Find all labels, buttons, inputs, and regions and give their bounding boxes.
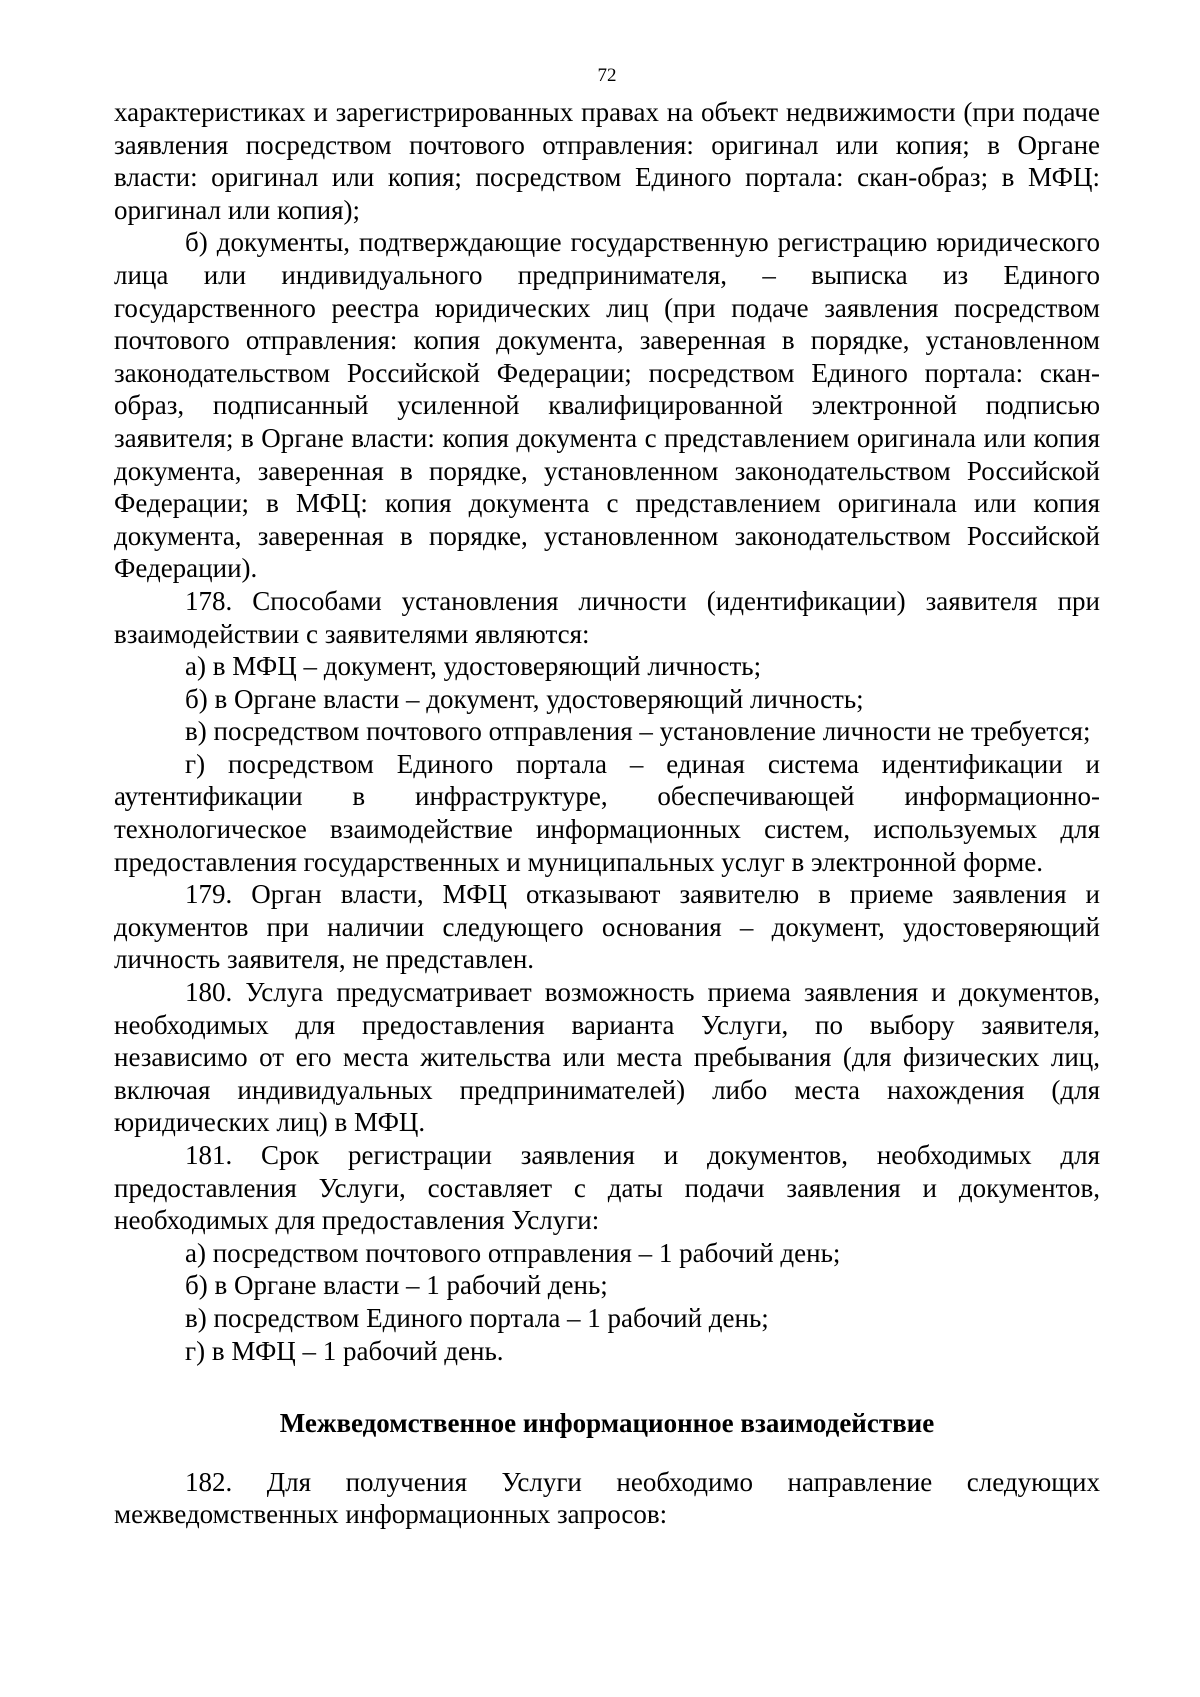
- paragraph-178: 178. Способами установления личности (идентификации) заявителя при взаимодействии с заявителями являются:: [114, 585, 1100, 649]
- paragraph-continuation: характеристиках и зарегистрированных правах на объект недвижимости (при подаче заявления посредством почтового отправления: оригинал или копия; в Органе власти: оригинал или копия; посредством Единого портала: скан-образ; в МФЦ: оригинал или копия);: [114, 97, 1100, 225]
- paragraph-b-registration-documents: б) документы, подтверждающие государственную регистрацию юридического лица или индивидуального предпринимателя, – выписка из Единого государственного реестра юридических лиц (при подаче заявления посредством почтового отправления: копия документа, заверенная в порядке, установленном законодательством Российской Федерации; посредством Единого портала: скан-образ, подписанный усиленной квалифицированной электронной подписью заявителя; в Органе власти: копия документа с представлением оригинала или копия документа, заверенная в порядке, установленном законодательством Российской Федерации; в МФЦ: копия документа с представлением оригинала или копия документа, заверенная в порядке, установленном законодательством Российской Федерации).: [114, 227, 1100, 584]
- list-item-181-d: г) в МФЦ – 1 рабочий день.: [185, 1335, 504, 1366]
- list-item-181-a: а) посредством почтового отправления – 1 рабочий день;: [185, 1237, 841, 1268]
- paragraph-181: 181. Срок регистрации заявления и документов, необходимых для предоставления Услуги, составляет с даты подачи заявления и документов, необходимых для предоставления Услуги:: [114, 1140, 1100, 1236]
- list-item-181-b: б) в Органе власти – 1 рабочий день;: [185, 1270, 608, 1301]
- list-item-178-c: в) посредством почтового отправления – установление личности не требуется;: [185, 716, 1091, 747]
- list-item-178-a: а) в МФЦ – документ, удостоверяющий личность;: [185, 651, 762, 682]
- paragraph-180: 180. Услуга предусматривает возможность приема заявления и документов, необходимых для предоставления варианта Услуги, по выбору заявителя, независимо от его места жительства или места пребывания (для физических лиц, включая индивидуальных предпринимателей) либо места нахождения (для юридических лиц) в МФЦ.: [114, 977, 1100, 1138]
- list-item-181-c: в) посредством Единого портала – 1 рабочий день;: [185, 1302, 769, 1333]
- list-item-178-d: г) посредством Единого портала – единая система идентификации и аутентификации в инфраструктуре, обеспечивающей информационно-технологическое взаимодействие информационных систем, используемых для предоставления государственных и муниципальных услуг в электронной форме.: [114, 748, 1100, 877]
- section-heading: Межведомственное информационное взаимодействие: [279, 1408, 935, 1439]
- list-item-178-b: б) в Органе власти – документ, удостоверяющий личность;: [185, 683, 864, 714]
- document-page: [114, 64, 1100, 1531]
- page-number: 72: [597, 65, 617, 86]
- paragraph-182: 182. Для получения Услуги необходимо направление следующих межведомственных информационных запросов:: [114, 1466, 1100, 1530]
- paragraph-179: 179. Орган власти, МФЦ отказывают заявителю в приеме заявления и документов при наличии следующего основания – документ, удостоверяющий личность заявителя, не представлен.: [114, 879, 1100, 975]
